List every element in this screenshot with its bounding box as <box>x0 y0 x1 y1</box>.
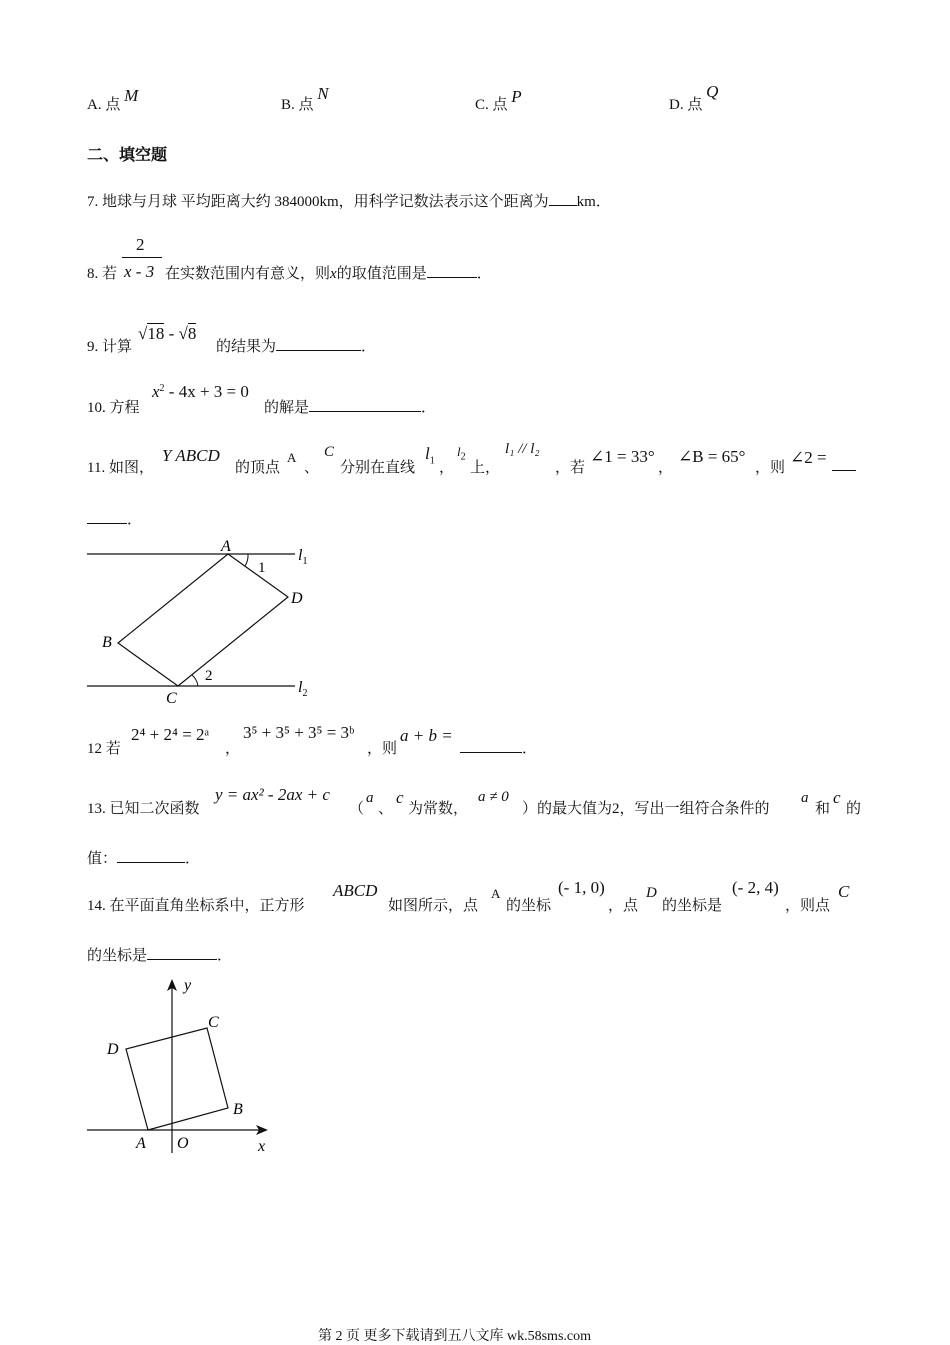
q14-coord-a: (- 1, 0) <box>558 878 605 897</box>
fig1-label-l1 <box>298 547 307 567</box>
q8-mid: 在实数范围内有意义，则 <box>165 266 331 282</box>
option-b-label: B. 点 <box>281 97 314 113</box>
fig2-label-d: D <box>107 1041 119 1058</box>
q14-t2: 的坐标 <box>506 898 552 914</box>
q10-eq-b: - 4x + 3 = 0 <box>164 382 249 401</box>
angle-2-arc <box>192 675 198 686</box>
fig1-l2-letter: l <box>298 679 303 696</box>
q11-l1-sub: 1 <box>429 455 435 467</box>
question-13 <box>87 797 200 818</box>
page-footer: 第 2 页 更多下载请到五八文库 wk.58sms.com <box>318 1329 591 1344</box>
q13-rest <box>522 797 770 818</box>
q13-c2: c <box>833 788 841 807</box>
q8-numerator: 2 <box>136 235 145 254</box>
q11-angle-1: ∠1 = 33° <box>590 447 655 466</box>
fig2-label-x: x <box>258 1138 266 1155</box>
fig2-label-c: C <box>208 1014 219 1031</box>
q12-eq3: a + b = <box>400 726 453 745</box>
q14-point-d: D <box>646 885 657 901</box>
q11-l2-sub: 2 <box>460 451 466 463</box>
q13-t4: ，写出一组符合条件的 <box>619 801 770 817</box>
q11-angle-b: ∠B = 65° <box>678 447 746 466</box>
q11-comma: ， <box>439 460 455 476</box>
q11-sep: 、 <box>304 460 320 476</box>
q14-point-a: A <box>491 886 501 901</box>
q11-t5: ，则 <box>755 460 786 476</box>
q11-parallel: l₁ // l₂ <box>505 441 540 457</box>
q14-tail: ． <box>217 948 233 964</box>
q13-line2 <box>87 847 200 868</box>
q13-t5: 的 <box>846 801 862 817</box>
q11-l1-letter: l <box>425 444 430 463</box>
q9-minus: - <box>168 324 175 343</box>
q8-tail: ． <box>476 266 492 282</box>
q12-eq1: 2⁴ + 2⁴ = 2ᵃ <box>131 725 210 744</box>
q8-post: 的取值范围是 <box>336 266 427 282</box>
angle-1-arc <box>245 554 248 566</box>
fig1-l1-sub: 1 <box>302 556 308 567</box>
q9-tail: ． <box>361 339 377 355</box>
q11-comma2: ， <box>658 460 674 476</box>
option-c-label: C. 点 <box>475 97 508 113</box>
option-d-label: D. 点 <box>669 97 703 113</box>
option-a-var: M <box>124 86 139 105</box>
q13-line2-text: 值： <box>87 851 118 867</box>
q13-t3: ）的最大值为 <box>522 801 613 817</box>
q11-point-c: C <box>324 444 335 460</box>
fig1-label-b: B <box>102 634 112 651</box>
fig1-label-l2 <box>298 679 307 699</box>
q11-angle-2: ∠2 = <box>790 448 827 467</box>
q10-pre: 10. 方程 <box>87 400 140 416</box>
fig2-label-o: O <box>177 1135 189 1152</box>
q14-t5: ，则点 <box>785 898 831 914</box>
q11-t4: ，若 <box>555 460 586 476</box>
q10-post: 的解是 <box>264 400 310 416</box>
q12-pre: 12 若 <box>87 741 121 757</box>
q14-blank <box>147 945 217 960</box>
q13-max: 2 <box>612 801 620 817</box>
fig1-label-c: C <box>166 690 177 707</box>
q13-pre: 13. 已知二次函数 <box>87 801 200 817</box>
q7-tail: km． <box>576 194 611 210</box>
q13-tail: ． <box>185 851 201 867</box>
question-12 <box>87 737 121 758</box>
q12-answer <box>460 737 537 758</box>
q14-t1: 如图所示，点 <box>388 898 479 914</box>
q10-tail: ． <box>421 400 437 416</box>
q11-t2: 分别在直线 <box>340 460 416 476</box>
fig1-l2-sub: 2 <box>302 688 308 699</box>
q13-function: y = ax² - 2ax + c <box>215 785 330 804</box>
q11-tail: ． <box>127 512 143 528</box>
sqrt-icon-2: √ <box>178 324 188 343</box>
fig2-label-y: y <box>184 977 192 994</box>
q9-pre: 9. 计算 <box>87 339 133 355</box>
q11-shape: Y ABCD <box>162 446 220 465</box>
q14-pre: 14. 在平面直角坐标系中，正方形 <box>87 898 305 914</box>
question-14 <box>87 894 305 915</box>
q13-a: a <box>366 790 374 806</box>
q12-eq2: 3⁵ + 3⁵ + 3⁵ = 3ᵇ <box>243 723 355 742</box>
q10-eq-exp: 2 <box>159 383 165 394</box>
option-c-var: P <box>511 87 522 106</box>
option-a-label: A. 点 <box>87 97 121 113</box>
fig2-label-a: A <box>136 1135 146 1152</box>
q12-mid: ，则 <box>367 741 398 757</box>
q7-text: 7. 地球与月球 平均距离大约 384000km，用科学记数法表示这个距离为 <box>87 194 549 210</box>
fig1-label-d: D <box>291 590 303 607</box>
q11-point-a: A <box>287 450 297 465</box>
option-b-var: N <box>317 84 329 103</box>
square-abcd <box>126 1028 228 1130</box>
q13-t1: （ <box>349 801 365 817</box>
q11-pre: 11. 如图， <box>87 460 154 476</box>
q8-denominator: x - 3 <box>124 262 155 281</box>
q11-t3: 上， <box>470 460 501 476</box>
sqrt-icon: √ <box>138 324 148 343</box>
q8-var: x <box>330 266 337 282</box>
figure-square-coordinates <box>87 977 268 1155</box>
q13-t2: 为常数， <box>408 801 469 817</box>
q9-radicand-2: 8 <box>187 324 197 343</box>
fig2-label-b: B <box>233 1101 243 1118</box>
q14-point-c: C <box>838 882 850 901</box>
q14-shape: ABCD <box>333 881 378 900</box>
q13-blank <box>117 848 185 863</box>
q11-t1: 的顶点 <box>235 460 281 476</box>
q13-a2: a <box>801 790 809 806</box>
q12-blank <box>460 738 522 753</box>
q13-cond: a ≠ 0 <box>478 789 509 805</box>
q12-sep: ， <box>225 741 241 757</box>
q13-sep: 、 <box>378 801 394 817</box>
section-title: 二、填空题 <box>87 145 168 164</box>
fig1-label-a: A <box>221 538 231 555</box>
q11-l2-letter: l <box>457 444 461 459</box>
q14-t3: ，点 <box>608 898 639 914</box>
q10-eq-a: x <box>152 382 160 401</box>
q12-tail: ． <box>522 741 538 757</box>
q14-coord-d: (- 2, 4) <box>732 878 779 897</box>
fig1-l1-letter: l <box>298 547 303 564</box>
q8-pre: 8. 若 <box>87 266 118 282</box>
q9-radicand-1: 18 <box>147 324 165 343</box>
q14-line2-text: 的坐标是 <box>87 948 148 964</box>
q14-line2 <box>87 944 232 965</box>
fig1-label-1: 1 <box>258 560 266 576</box>
q9-post: 的结果为 <box>216 339 277 355</box>
fig1-label-2: 2 <box>205 668 213 684</box>
q14-t4: 的坐标是 <box>662 898 723 914</box>
q13-and: 和 <box>815 801 831 817</box>
option-d-var: Q <box>706 82 719 101</box>
q13-c: c <box>396 788 404 807</box>
